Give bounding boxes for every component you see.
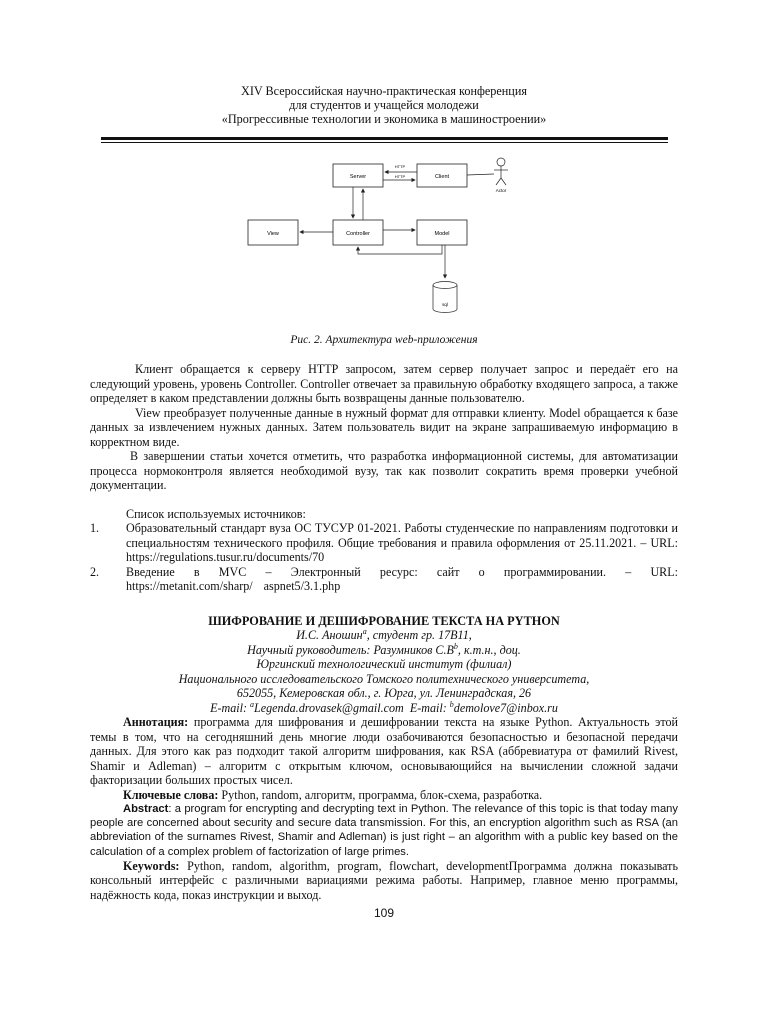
email-2: demolove7@inbox.ru (453, 700, 558, 715)
keywords-en-label: Keywords: (123, 858, 180, 873)
author-sup: a (362, 626, 367, 636)
figure-caption: Рис. 2. Архитектура web-приложения (290, 334, 478, 346)
architecture-diagram (240, 152, 530, 322)
email-label-1: E-mail: (210, 700, 251, 715)
email-1: Legenda.drovasek@gmail.com (254, 700, 404, 715)
abstract-en (90, 802, 678, 859)
client-box (417, 164, 467, 187)
email-line (90, 701, 678, 716)
institute-line: Юргинский технологический институт (филиал) (256, 657, 512, 671)
actor-icon (494, 158, 508, 193)
supervisor-line (90, 643, 678, 658)
reference-number: 2. (90, 564, 100, 579)
conference-header (90, 84, 678, 126)
document-body (90, 362, 678, 902)
actor-client-connector (467, 174, 494, 175)
author-tail: , студент гр. 17В11, (366, 628, 472, 642)
http-response-arrow (383, 174, 415, 180)
http-label-1: HTTP (394, 164, 406, 169)
keywords-ru-text: Python, random, алгоритм, программа, блок-схема, разработка. (218, 787, 543, 802)
view-label: View (267, 231, 279, 237)
paragraph-3: В завершении статьи хочется отметить, что разработка информационной системы, для автоматизации процесса нормоконтроля является необходимой вузу, так как позволит сократить время проверки учебной документации. (90, 449, 678, 492)
reference-text: Введение в MVC – Электронный ресурс: сайт о программировании. – URL: https://metanit.com/sharp/ aspnet5/3.1.php (126, 564, 678, 593)
database-icon (433, 282, 457, 313)
university-line: Национального исследовательского Томского политехнического университета, (178, 671, 590, 686)
article-title: ШИФРОВАНИЕ И ДЕШИФРОВАНИЕ ТЕКСТА НА PYTHON (208, 613, 560, 628)
header-rule-thin (101, 142, 668, 143)
abstract-ru-text: программа для шифрования и дешифровании текста на языке Python. Актуальность этой темы в том, что на сегодняшний день многие люди озабочиваются безопасностью и безопасной передачи данных. Для этого как раз подходит такой алгоритм шифрования, как RSA (аббревиатура от фамилий Rivest, Shamir и Adleman) – алгоритм с открытым ключом, основывающийся на вычислении сложной задачи факторизации больших простых чисел. (90, 715, 678, 787)
header-line-1: XIV Всероссийская научно-практическая конференция (241, 84, 527, 98)
keywords-en-text: Python, random, algorithm, program, flowchart, developmentПрограмма должна показывать консольный интерфейс с различными вариациями режима работы. Например, главное меню программы, надёжность кода, показ инструкции и выход. (90, 858, 678, 902)
page-number: 109 (373, 906, 395, 920)
header-line-3: «Прогрессивные технологии и экономика в машиностроении» (221, 112, 547, 126)
keywords-en (90, 859, 678, 903)
address-line: 652055, Кемеровская обл., г. Юрга, ул. Ленинградская, 26 (236, 686, 532, 700)
actor-label: Actor (495, 188, 507, 193)
http-label-2: HTTP (394, 174, 406, 179)
server-box (333, 164, 383, 187)
reference-item (90, 565, 678, 594)
email-sup-2: b (449, 699, 454, 709)
email-label-2: E-mail: (403, 700, 450, 715)
client-label: Client (434, 174, 450, 180)
server-label: Server (349, 174, 367, 180)
abstract-en-label: Abstract (123, 803, 169, 815)
http-request-arrow (385, 164, 417, 172)
author-name: И.С. Аношин (296, 628, 363, 642)
view-box (248, 220, 298, 245)
keywords-ru (90, 788, 678, 803)
author-line (90, 628, 678, 643)
paragraph-2: View преобразует полученные данные в нужный формат для отправки клиенту. Model обращается к базе данных за извлечением нужных данных. Затем пользователь видит на экране запрашиваемую информацию в корректном виде. (90, 405, 678, 449)
abstract-en-text: : a program for encrypting and decrypting text in Python. The relevance of this topic is that today many people are concerned about security and secure data transmission. For this, an encryption algorithm such as RSA (an abbreviation of the surnames Rivest, Shamir and Adleman) is just right – an algorithm with a public key based on the calculation of a complex problem of factorization of large primes. (90, 803, 678, 858)
model-label: Model (434, 231, 450, 237)
supervisor-name: Научный руководитель: Разумников С.В (247, 642, 454, 657)
paragraph-1: Клиент обращается к серверу HTTP запросом, затем сервер получает запрос и передаёт его на следующий уровень, уровень Controller. Controller отвечает за правильную обработку входящего запроса, а также определяет в каком представлении должны быть возвращены данные пользователю. (90, 362, 678, 405)
supervisor-tail: , к.т.н., доц. (457, 642, 521, 657)
reference-text: Образовательный стандарт вуза ОС ТУСУР 01-2021. Работы студенческие по направлениям подготовки и специальностям технического профиля. Общие требования и правила оформления от 25.11.2021. – URL: https://regulations.tusur.ru/documents/70 (126, 521, 678, 564)
controller-label: Controller (346, 231, 370, 237)
controller-box (333, 220, 383, 245)
header-rule-thick (101, 137, 668, 140)
model-box (417, 220, 467, 245)
header-line-2: для студентов и учащейся молодежи (289, 98, 479, 112)
abstract-ru-label: Аннотация: (123, 715, 189, 729)
reference-number: 1. (90, 521, 100, 535)
db-label: sql (442, 302, 448, 307)
references-title: Список используемых источников: (126, 506, 306, 521)
model-to-controller-arrow (358, 245, 442, 254)
email-sup-1: a (250, 699, 255, 709)
abstract-ru (90, 715, 678, 788)
keywords-ru-label: Ключевые слова: (123, 787, 219, 802)
supervisor-sup: b (453, 641, 458, 651)
reference-item (90, 521, 678, 565)
